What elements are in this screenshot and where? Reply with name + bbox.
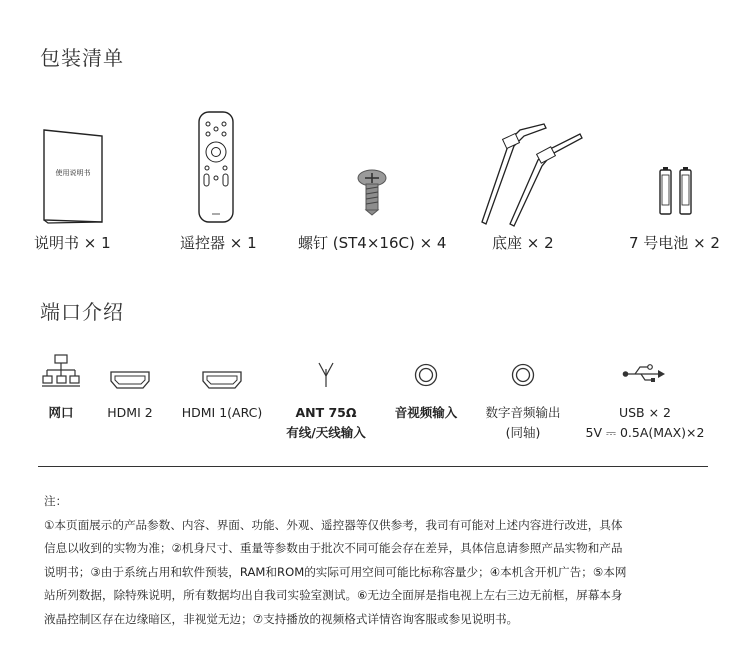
package-item-manual-label: 说明书 × 1: [34, 234, 111, 252]
ethernet-port-icon: [42, 354, 80, 392]
screw-icon: [355, 168, 389, 220]
port-hdmi1-arc-label: HDMI 1(ARC): [181, 405, 263, 420]
port-hdmi2-label: HDMI 2: [107, 405, 153, 420]
hdmi-port-icon: [110, 371, 150, 393]
antenna-icon: [317, 362, 335, 392]
package-list-title: 包装清单: [40, 46, 124, 70]
notes-line: 液晶控制区存在边缘暗区，非视觉无边；⑦支持播放的视频格式详情咨询客服或参见说明书。: [44, 611, 519, 626]
coaxial-port-icon: [511, 363, 535, 391]
usb-icon: [622, 363, 666, 389]
stand-icon: [476, 120, 586, 230]
port-ethernet-label: 网口: [48, 405, 74, 420]
port-antenna-label: ANT 75Ω: [295, 405, 357, 420]
notes-line: 信息以收到的实物为准；②机身尺寸、重量等参数由于批次不同可能会存在差异，具体信息请参照产品实物和产品: [44, 541, 623, 555]
port-usb-label: USB × 2: [618, 405, 672, 420]
av-input-port-icon: [414, 363, 438, 391]
port-coaxial-label: 数字音频输出: [485, 405, 561, 420]
package-item-stand-label: 底座 × 2: [492, 234, 554, 252]
port-usb-sublabel: 5V ⎓ 0.5A(MAX)×2: [585, 425, 705, 440]
notes-line: 说明书；③由于系统占用和软件预装，RAM和ROM的实际可用空间可能比标称容量少；④本机含开机广告；⑤本网: [44, 564, 627, 579]
package-item-remote-label: 遥控器 × 1: [180, 234, 257, 252]
remote-control-icon: [194, 110, 240, 230]
package-item-screw-label: 螺钉 (ST4×16C) × 4: [298, 234, 447, 252]
package-item-battery-label: 7 号电池 × 2: [629, 234, 720, 252]
manual-cover-text: 使用说明书: [55, 169, 91, 177]
port-coaxial-sublabel: (同轴): [505, 425, 541, 440]
section-divider: [38, 466, 708, 467]
port-av-input-label: 音视频输入: [394, 405, 458, 420]
notes-line: ①本页面展示的产品参数、内容、界面、功能、外观、遥控器等仅供参考，我司有可能对上述内容进行改进，具体: [44, 517, 623, 532]
notes-heading: 注：: [44, 494, 68, 508]
notes-line: 站所列数据，除特殊说明，所有数据均出自我司实验室测试。⑥无边全面屏是指电视上左右三边无前框，屏幕本身: [44, 588, 623, 602]
port-antenna-sublabel: 有线/天线输入: [286, 425, 366, 440]
hdmi-arc-port-icon: [202, 371, 242, 393]
notes-block: [44, 490, 704, 631]
ports-title: 端口介绍: [40, 300, 124, 324]
battery-icon: [657, 166, 699, 220]
manual-icon: [40, 128, 108, 228]
